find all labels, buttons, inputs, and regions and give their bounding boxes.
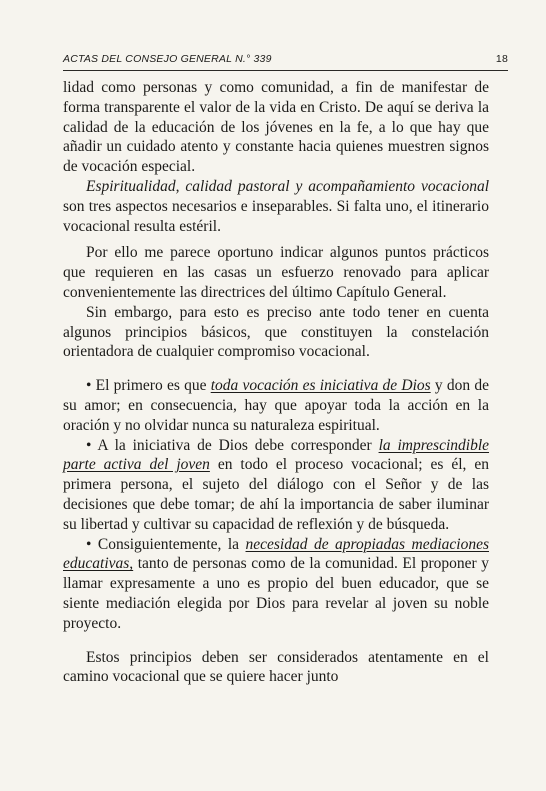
bullet-2 bbox=[63, 436, 489, 535]
paragraph-3: Por ello me parece oportuno indicar algunos puntos prácticos que requieren en las casas un esfuerzo renovado para aplicar convenientemente las directrices del último Capítulo General. bbox=[63, 244, 489, 301]
body-text bbox=[63, 78, 489, 687]
bullet-3-post: tanto de personas como de la comunidad. El proponer y llamar expresamente a uno es propio del buen educador, que se siente mediación elegida por Dios para revelar al joven su noble proyecto. bbox=[63, 555, 489, 632]
header-title: ACTAS DEL CONSEJO GENERAL N.° 339 bbox=[63, 53, 272, 65]
page-number: 18 bbox=[495, 53, 508, 65]
bullet-1 bbox=[63, 376, 489, 435]
bullet-1-emphasis: toda vocación es iniciativa de Dios bbox=[210, 377, 431, 395]
paragraph-2-emphasis: Espiritualidad, calidad pastoral y acompañamiento vocacional bbox=[86, 177, 489, 195]
paragraph-1: lidad como personas y como comunidad, a fin de manifestar de forma transparente el valor de la vida en Cristo. De aquí se deriva la calidad de la educación de los jóvenes en la fe, a lo que hay que añadir un cuidado atento y constante hacia quienes muestren signos de vocación especial. bbox=[63, 79, 489, 176]
bullet-3-emphasis: necesidad de apropiadas mediaciones educativas, bbox=[63, 535, 489, 573]
paragraph-2 bbox=[63, 177, 489, 236]
bullet-1-post: y don de su amor; en consecuencia, hay que apoyar toda la acción en la oración y no olvidar nunca su naturaleza espiritual. bbox=[63, 377, 489, 434]
paragraph-2-rest: son tres aspectos necesarios e inseparables. Si falta uno, el itinerario vocacional resulta estéril. bbox=[63, 197, 489, 235]
bullet-2-post: en todo el proceso vocacional; es él, en primera persona, el sujeto del diálogo con el Señor y de las decisiones que debe tomar; de ahí la importancia de saber iluminar su libertad y cultivar su capacidad de reflexión y de búsqueda. bbox=[63, 456, 489, 533]
bullet-1-pre: • El primero es que bbox=[86, 377, 211, 395]
header-rule bbox=[63, 70, 508, 71]
bullet-3 bbox=[63, 535, 489, 634]
paragraph-5: Estos principios deben ser considerados atentamente en el camino vocacional que se quiere hacer junto bbox=[63, 648, 489, 686]
bullet-2-emphasis: la imprescindible parte activa del joven bbox=[63, 436, 490, 474]
bullet-3-pre: • Consiguientemente, la bbox=[86, 535, 246, 553]
paragraph-4: Sin embargo, para esto es preciso ante todo tener en cuenta algunos principios básicos, que constituyen la constelación orientadora de cualquier compromiso vocacional. bbox=[63, 303, 489, 361]
running-header bbox=[63, 53, 508, 65]
bullet-2-pre: • A la iniciativa de Dios debe corresponder bbox=[86, 436, 379, 454]
